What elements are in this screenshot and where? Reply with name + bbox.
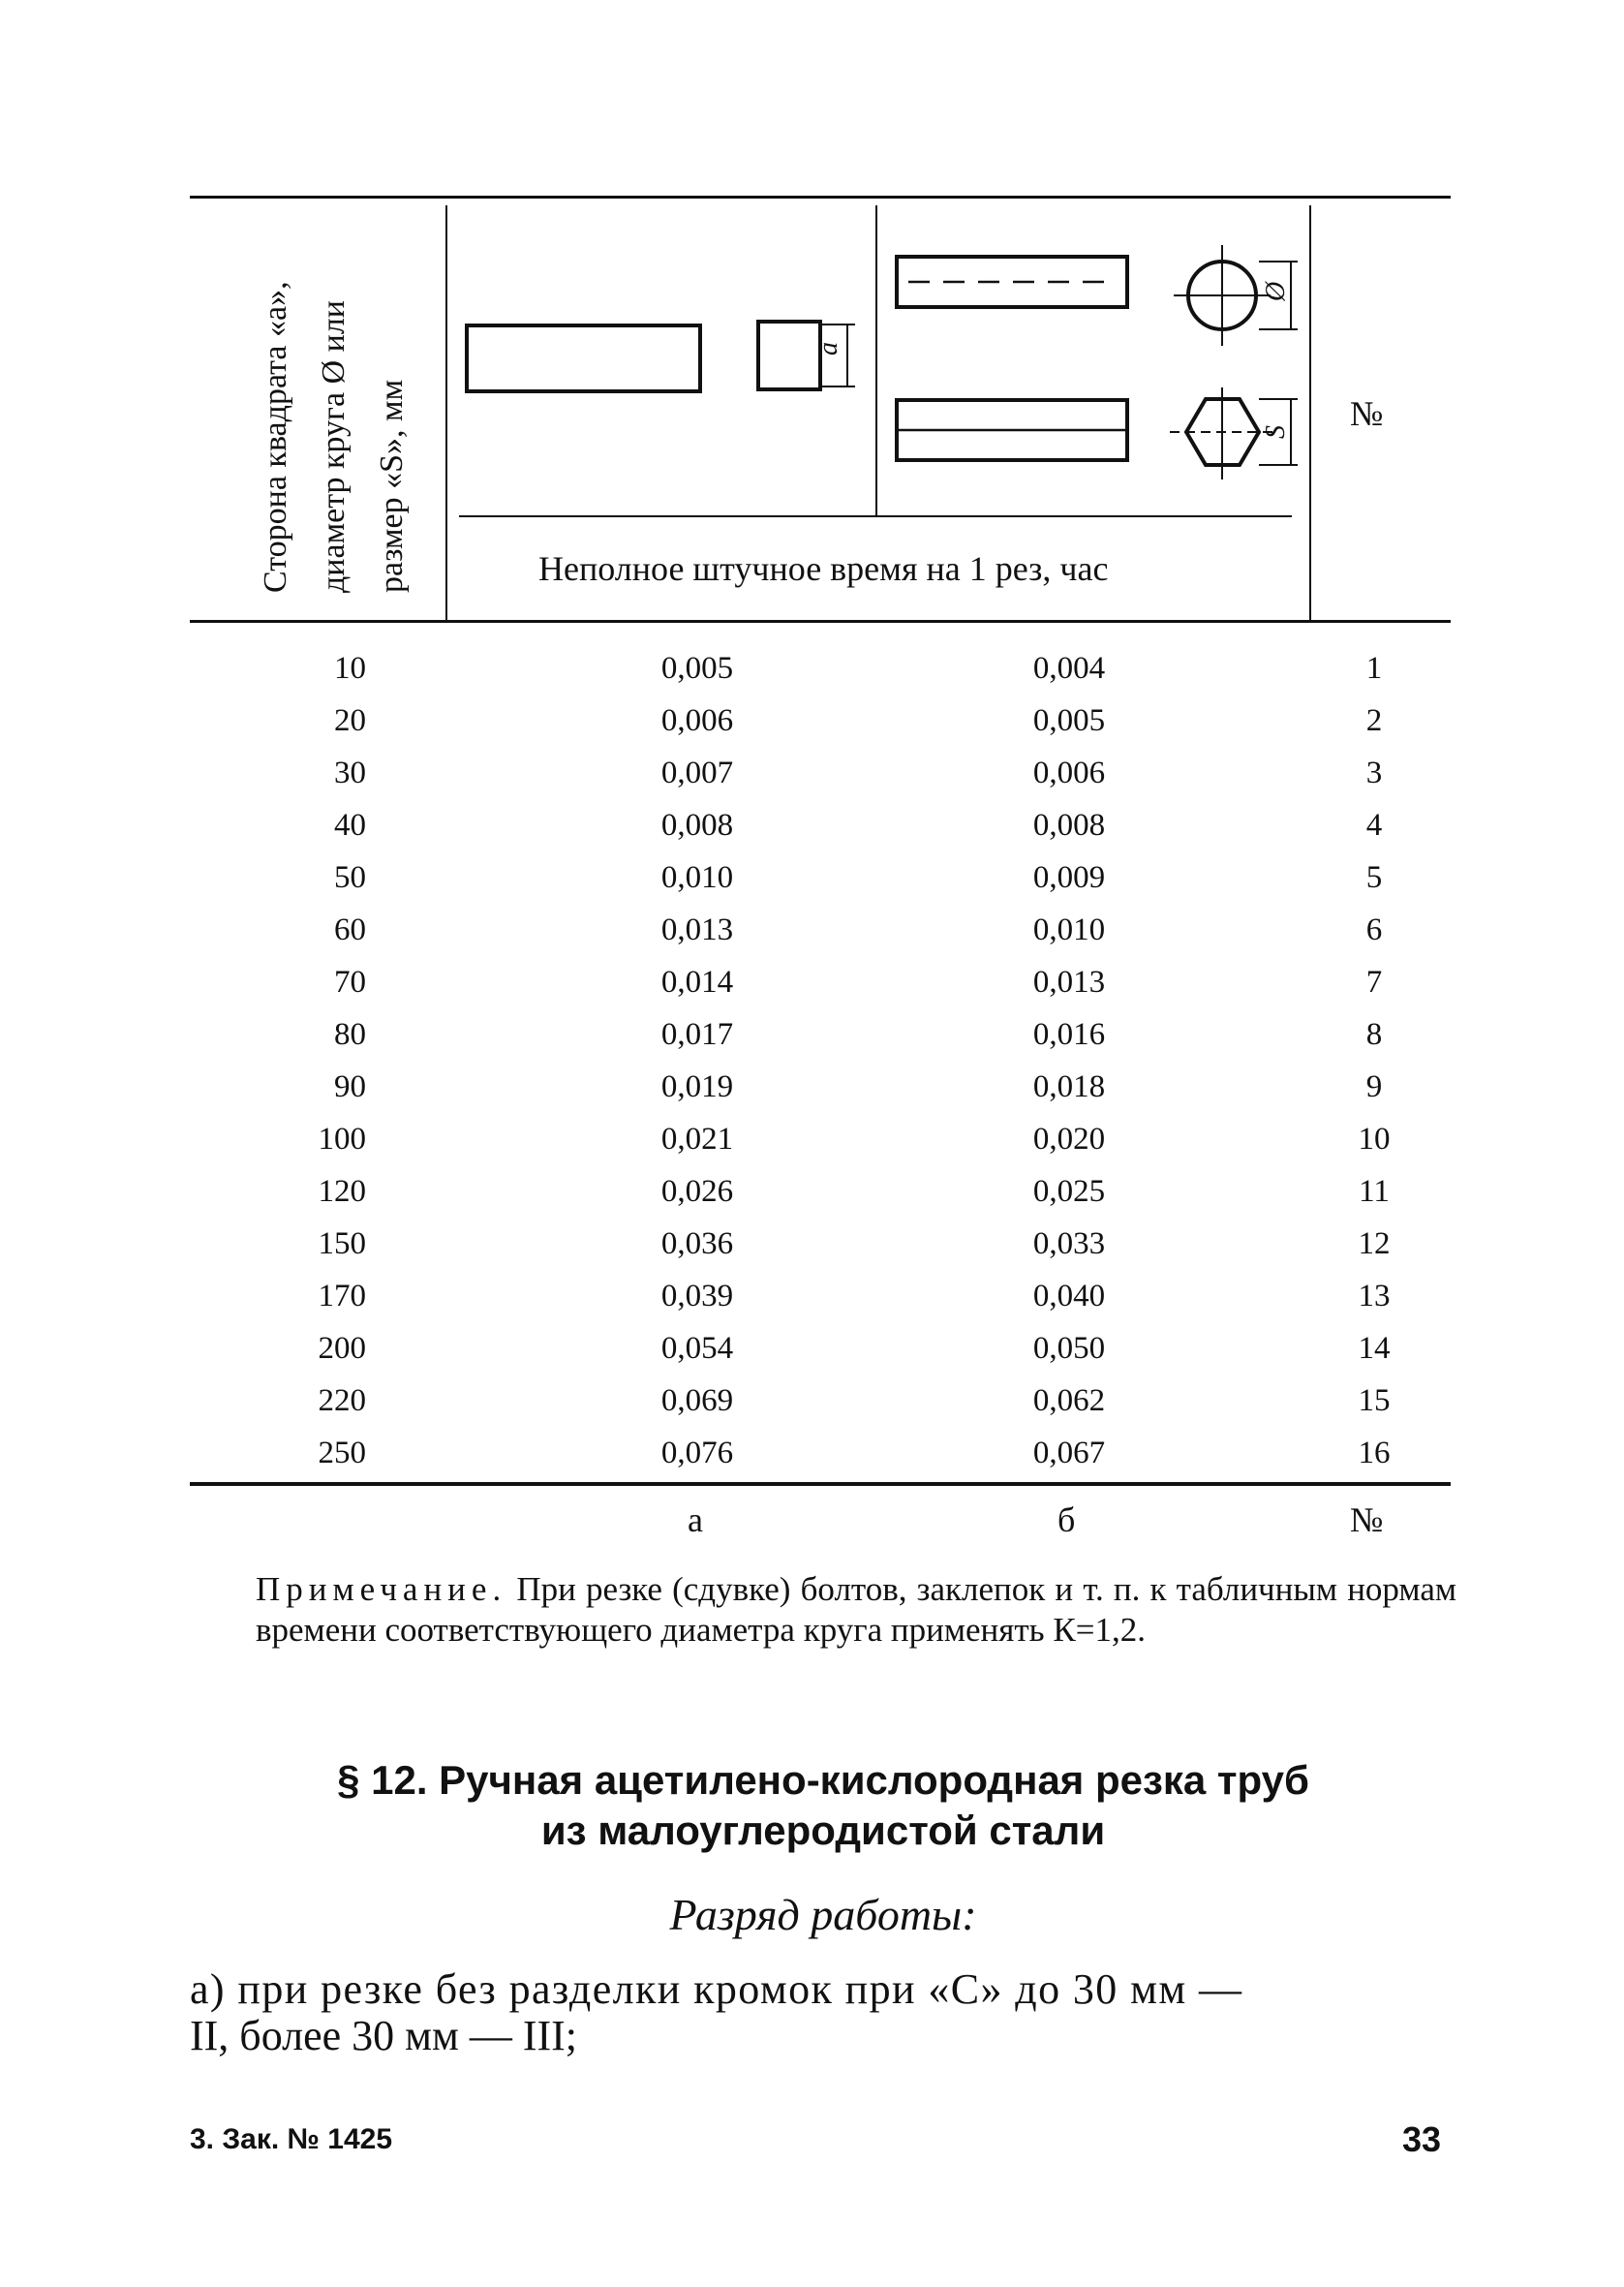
note-label: Примечание. <box>256 1570 507 1608</box>
time-caption: Неполное штучное время на 1 рез, час <box>538 549 1109 588</box>
page-number: 33 <box>1402 2119 1442 2159</box>
section-title-line-1: § 12. Ручная ацетилено-кислородная резка труб <box>337 1757 1309 1803</box>
size-header-line-1: Сторона квадрата «а», <box>258 281 293 593</box>
section-subtitle: Разряд работы: <box>669 1890 977 1939</box>
column-label-no: № <box>1350 1500 1384 1539</box>
square-bar-sketch <box>467 325 700 391</box>
section-title-line-2: из малоуглеродистой стали <box>540 1808 1106 1853</box>
shape-sketches <box>445 199 1317 518</box>
column-label-b: б <box>1057 1500 1076 1539</box>
table-bottom-rule <box>190 1482 1451 1486</box>
body-line-1: а) при резке без разделки кромок при «С» до 30 мм — <box>190 1965 1243 2013</box>
body-line-2: II, более 30 мм — III; <box>190 2012 577 2059</box>
section-body <box>190 1966 1449 2059</box>
section-title <box>194 1755 1453 1856</box>
square-section-sketch <box>758 322 820 389</box>
column-label-a: а <box>688 1500 703 1539</box>
size-header-line-3: размер «S», мм <box>374 379 410 593</box>
hex-dim-label: S <box>1261 425 1291 439</box>
circle-dim-label: Ø <box>1261 281 1291 301</box>
size-column-header <box>238 205 442 610</box>
size-header-line-2: диаметр круга Ø или <box>316 300 352 593</box>
table-header-bottom-rule <box>190 620 1451 623</box>
number-column-header: № <box>1350 394 1384 433</box>
note-text: При резке (сдувке) болтов, заклепок и т. п. к табличным нормам времени соответствующего диаметра круга применять К=1,2. <box>256 1570 1456 1649</box>
square-dim-label: а <box>813 342 843 355</box>
footer-order-number: 3. Зак. № 1425 <box>190 2123 393 2155</box>
table-note <box>256 1569 1456 1651</box>
